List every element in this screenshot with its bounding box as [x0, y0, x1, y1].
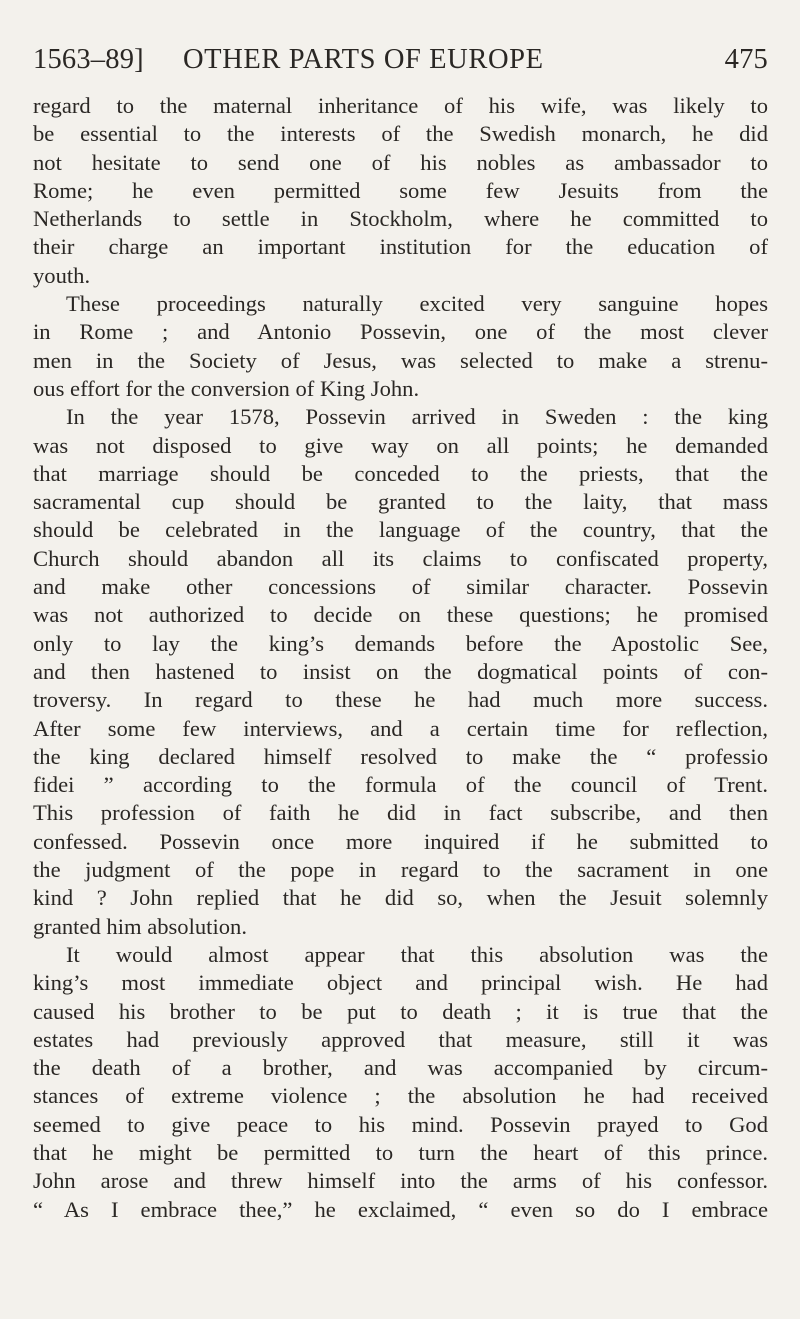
text-line: John arose and threw himself into the arms of his confessor. — [33, 1168, 768, 1194]
text-line: the judgment of the pope in regard to the sacrament in one — [33, 857, 768, 883]
text-line: in Rome ; and Antonio Possevin, one of the most clever — [33, 319, 768, 345]
text-line: Rome; he even permitted some few Jesuits from the — [33, 177, 768, 203]
text-line: their charge an important institution for the education of — [33, 234, 768, 260]
text-line: sacramental cup should be granted to the laity, that mass — [33, 489, 768, 515]
page-number: 475 — [724, 44, 768, 75]
text-line: youth. — [33, 262, 91, 288]
text-line: caused his brother to be put to death ; it is true that the — [33, 998, 768, 1024]
text-line: stances of extreme violence ; the absolution he had received — [33, 1083, 768, 1109]
text-line: After some few interviews, and a certain time for reflection, — [33, 715, 768, 741]
text-line: confessed. Possevin once more inquired if he submitted to — [33, 828, 768, 854]
text-line: These proceedings naturally excited very sanguine hopes — [66, 291, 768, 317]
text-line: This profession of faith he did in fact subscribe, and then — [33, 800, 768, 826]
text-line: not hesitate to send one of his nobles as ambassador to — [33, 149, 768, 175]
text-line: the death of a brother, and was accompanied by circum- — [33, 1055, 768, 1081]
text-line: that he might be permitted to turn the heart of this prince. — [33, 1139, 768, 1165]
header-section-title: OTHER PARTS OF EUROPE — [183, 44, 544, 75]
text-line: estates had previously approved that measure, still it was — [33, 1026, 768, 1052]
text-line: kind ? John replied that he did so, when the Jesuit solemnly — [33, 885, 768, 911]
text-line: was not disposed to give way on all points; he demanded — [33, 432, 768, 458]
text-line: seemed to give peace to his mind. Possevin prayed to God — [33, 1111, 768, 1137]
text-line: that marriage should be conceded to the priests, that the — [33, 460, 768, 486]
text-line: Netherlands to settle in Stockholm, where he committed to — [33, 206, 768, 232]
text-line: “ As I embrace thee,” he exclaimed, “ even so do I embrace — [33, 1196, 768, 1222]
text-line: should be celebrated in the language of the country, that the — [33, 517, 768, 543]
text-line: It would almost appear that this absolution was the — [66, 941, 768, 967]
text-line: In the year 1578, Possevin arrived in Sweden : the king — [66, 404, 768, 430]
text-line: and make other concessions of similar character. Possevin — [33, 574, 768, 600]
text-line: fidei ” according to the formula of the council of Trent. — [33, 772, 768, 798]
text-line: ous effort for the conversion of King John. — [33, 375, 420, 401]
text-line: troversy. In regard to these he had much more success. — [33, 687, 768, 713]
text-line: Church should abandon all its claims to confiscated property, — [33, 545, 768, 571]
text-line: and then hastened to insist on the dogmatical points of con- — [33, 658, 768, 684]
text-line: only to lay the king’s demands before the Apostolic See, — [33, 630, 768, 656]
text-line: men in the Society of Jesus, was selected to make a strenu- — [33, 347, 768, 373]
running-head — [33, 40, 768, 80]
text-line: was not authorized to decide on these questions; he promised — [33, 602, 768, 628]
text-line: be essential to the interests of the Swedish monarch, he did — [33, 121, 768, 147]
text-line: regard to the maternal inheritance of his wife, was likely to — [33, 93, 768, 118]
body-text — [33, 92, 768, 1224]
header-date-range: 1563–89] — [33, 44, 144, 75]
text-line: king’s most immediate object and principal wish. He had — [33, 970, 768, 996]
text-line: the king declared himself resolved to make the “ professio — [33, 743, 768, 769]
text-line: granted him absolution. — [33, 913, 247, 939]
